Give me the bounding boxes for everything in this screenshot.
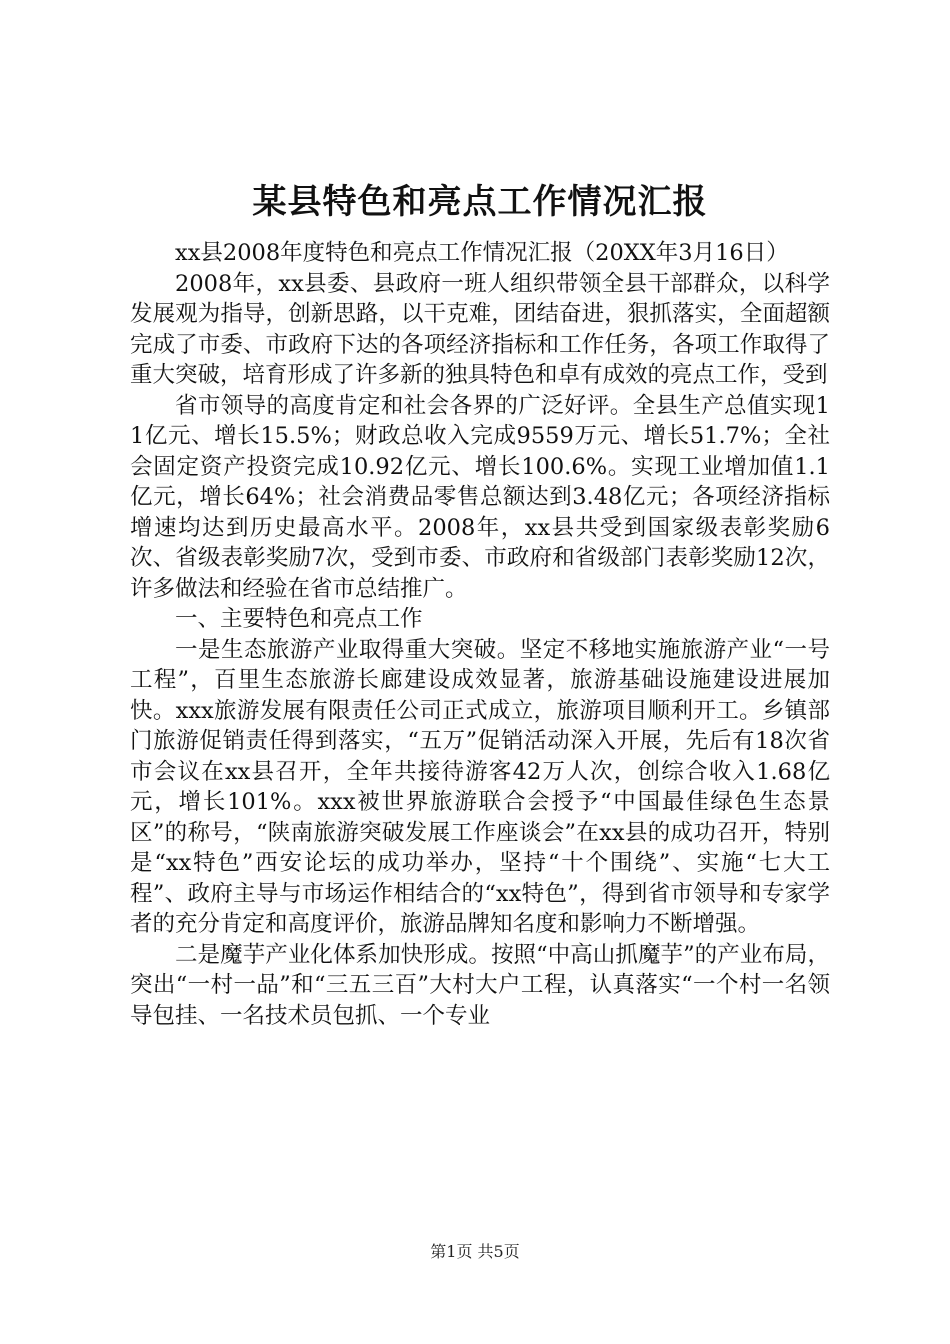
page-footer: 第1页 共5页 <box>430 1242 520 1261</box>
section-heading: 一、主要特色和亮点工作 <box>175 606 423 632</box>
document-page <box>130 180 830 1031</box>
paragraph-report-heading: xx县2008年度特色和亮点工作情况汇报（20XX年3月16日） <box>175 240 789 266</box>
paragraph-achievements: 省市领导的高度肯定和社会各界的广泛好评。全县生产总值实现11亿元、增长15.5%；财政总收入完成9559万元、增长51.7%；全社会固定资产投资完成10.92亿元、增长100.6%。实现工业增加值1.1亿元，增长64%；社会消费品零售总额达到3.48亿元；各项经济指标增速均达到历史最高水平。2008年，xx县共受到国家级表彰奖励6次、省级表彰奖励7次，受到市委、市政府和省级部门表彰奖励12次，许多做法和经验在省市总结推广。 <box>130 392 830 602</box>
paragraph-konjac: 二是魔芋产业化体系加快形成。按照“中高山抓魔芋”的产业布局，突出“一村一品”和“三五三百”大村大户工程，认真落实“一个村一名领导包挂、一名技术员包抓、一个专业 <box>130 941 830 1029</box>
document-title: 某县特色和亮点工作情况汇报 <box>252 182 708 222</box>
paragraph-intro: 2008年，xx县委、县政府一班人组织带领全县干部群众，以科学发展观为指导，创新思路，以干克难，团结奋进，狠抓落实，全面超额完成了市委、市政府下达的各项经济指标和工作任务，各项工作取得了重大突破，培育形成了许多新的独具特色和卓有成效的亮点工作，受到 <box>130 270 830 388</box>
paragraph-tourism: 一是生态旅游产业取得重大突破。坚定不移地实施旅游产业“一号工程”，百里生态旅游长廊建设成效显著，旅游基础设施建设进展加快。xxx旅游发展有限责任公司正式成立，旅游项目顺利开工。乡镇部门旅游促销责任得到落实，“五万”促销活动深入开展，先后有18次省市会议在xx县召开，全年共接待游客42万人次，创综合收入1.68亿元，增长101%。xxx被世界旅游联合会授予“中国最佳绿色生态景区”的称号，“陕南旅游突破发展工作座谈会”在xx县的成功召开，特别是“xx特色”西安论坛的成功举办，坚持“十个围绕”、实施“七大工程”、政府主导与市场运作相结合的“xx特色”，得到省市领导和专家学者的充分肯定和高度评价，旅游品牌知名度和影响力不断增强。 <box>130 636 830 937</box>
